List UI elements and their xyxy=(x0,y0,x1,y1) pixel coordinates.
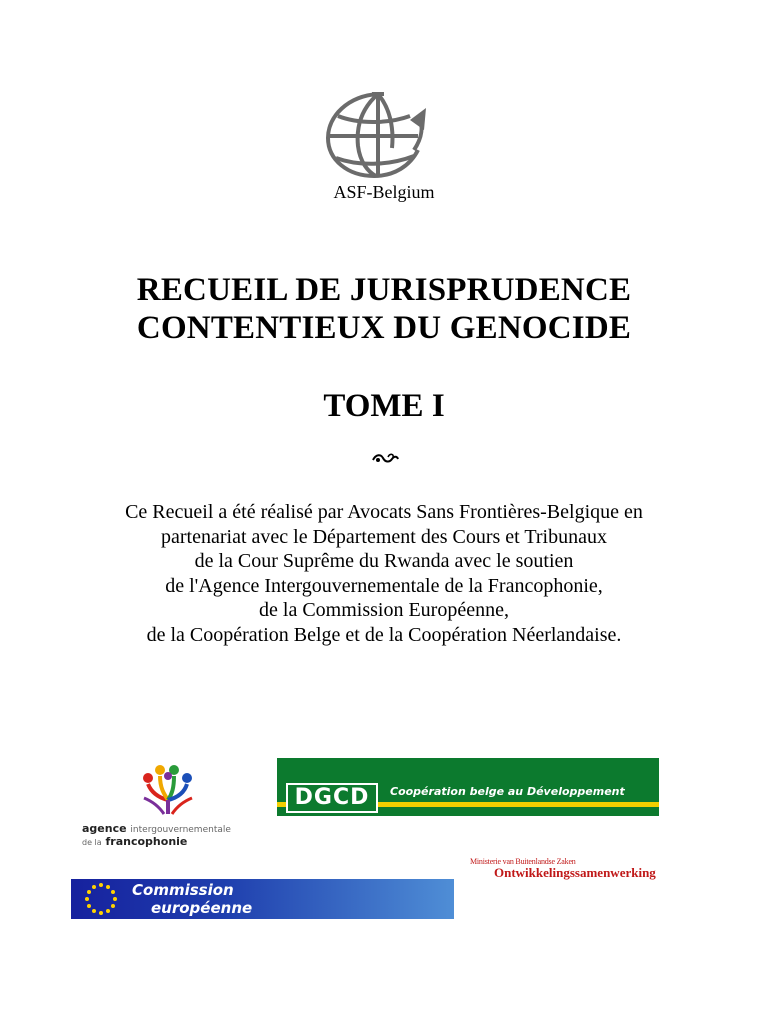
francophonie-emblem-icon xyxy=(140,764,196,816)
title-line-2: CONTENTIEUX DU GENOCIDE xyxy=(136,310,632,346)
european-commission-logo xyxy=(71,879,454,919)
fleuron-ornament-icon xyxy=(370,451,400,467)
nl-development-cooperation: Ontwikkelingssamenwerking xyxy=(494,865,656,880)
intro-paragraph xyxy=(0,500,768,647)
dgcd-subtitle: Coopération belge au Développement xyxy=(390,785,625,798)
intro-line: de la Cour Suprême du Rwanda avec le soutien xyxy=(194,550,574,572)
intro-line: de la Coopération Belge et de la Coopération Néerlandaise. xyxy=(146,623,622,646)
ec-line-2: européenne xyxy=(151,899,253,917)
asf-globe-logo xyxy=(318,86,436,182)
francophonie-logo xyxy=(82,756,252,848)
francophonie-line-2: de la francophonie xyxy=(82,835,188,848)
nl-ministry-name: Ministerie van Buitenlandse Zaken xyxy=(470,857,576,866)
intro-line: Ce Recueil a été réalisé par Avocats Sans Frontières-Belgique en xyxy=(125,501,643,523)
intro-line: partenariat avec le Département des Cours et Tribunaux xyxy=(161,525,607,548)
francophonie-line-1: agence intergouvernementale xyxy=(82,822,231,835)
eu-stars-icon xyxy=(83,881,119,917)
dgcd-acronym-box: DGCD xyxy=(286,783,378,813)
title-line-1: RECUEIL DE JURISPRUDENCE xyxy=(136,272,632,308)
organization-name: ASF-Belgium xyxy=(333,182,435,202)
dgcd-logo xyxy=(277,758,659,816)
intro-line: de l'Agence Intergouvernementale de la Francophonie, xyxy=(165,574,603,597)
volume-title: TOME I xyxy=(323,388,445,424)
ec-line-1: Commission xyxy=(132,881,234,899)
intro-line: de la Commission Européenne, xyxy=(259,599,509,621)
